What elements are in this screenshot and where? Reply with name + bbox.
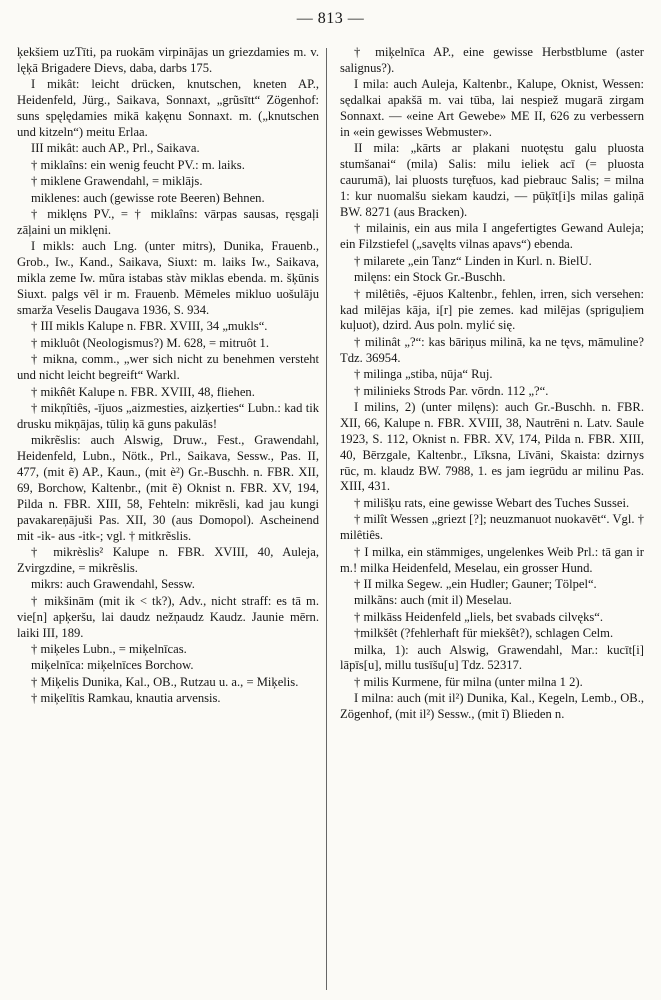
dictionary-entry: † milinieks Strods Par. vōrdn. 112 „?“. [354, 383, 549, 398]
dictionary-entry: † mikna, comm., „wer sich nicht zu benehmen versteht und nicht leicht begreift“ Warkl. [17, 352, 319, 383]
dictionary-entry: † mikšinām (mit ik < tk?), Adv., nicht straff: es tā m. vie[n] apķeršu, lai daudz nežņaudz Kaudz. Jaunie mērn. laiki III, 189. [17, 593, 319, 640]
left-column [17, 45, 319, 708]
dictionary-entry: † miķelītis Ramkau, knautia arvensis. [31, 691, 221, 706]
dictionary-entry: miķelnīca: miķelnīces Borchow. [31, 658, 194, 673]
dictionary-entry: † miklene Grawendahl, = miklājs. [31, 174, 203, 189]
dictionary-entry: †milkšêt (?fehlerhaft für miekšêt?), schlagen Celm. [354, 626, 614, 641]
dictionary-entry: † milainis, ein aus mila I angefertigtes Gewand Auleja; ein Filzstiefel („savęlts vilnas apavs“) ebenda. [340, 221, 644, 252]
dictionary-entry: † II milka Segew. „ein Hudler; Gauner; Tölpel“. [354, 576, 597, 591]
dictionary-entry: † mikn̂êt Kalupe n. FBR. XVIII, 48, fliehen. [31, 384, 255, 399]
dictionary-entry: † mikņîtiês, -ījuos „aizmesties, aizķerties“ Lubn.: kad tik drusku mikņājas, tūliņ kā guns pakulās! [17, 400, 319, 431]
right-column [340, 45, 644, 724]
dictionary-entry: † mikrèslis² Kalupe n. FBR. XVIII, 40, Auleja, Zvirgzdine, = mikrẽslis. [17, 545, 319, 575]
dictionary-entry: ķekšiem uzTīti, pa ruokām virpinājas un griezdamies m. v. lęķā Brigadere Dievs, daba, darbs 175. [17, 45, 319, 75]
dictionary-entry: † I milka, ein stämmiges, ungelenkes Weib Prl.: tā gan ir m.! milka Heidenfeld, Meselau, ein grosser Hund. [340, 544, 644, 575]
dictionary-entry: I mikât: leicht drücken, knutschen, kneten AP., Heidenfeld, Jürg., Saikava, Sonnaxt, „grũsītt“ Zögenhof: suns spęlędamies mikā kaķęnu Sonnaxt. m. („knutschen und kitzeln“) meitu Erlaa. [17, 77, 319, 140]
dictionary-entry: † miķelnīca AP., eine gewisse Herbstblume (aster salignus?). [340, 45, 644, 75]
dictionary-entry: II mila: „kārts ar plakani nuotęstu galu pluosta stumšanai“ (mila) Salis: milu ieliek acī (= pluosta caurumā), lai pluosts turę̃tuos, kad piebrauc Salis; = milna 1: kur nuomalšu siekam kaudzi, — pūķīt[i]s milas galiņā BW. 8271 (aus Bracken). [340, 141, 644, 220]
dictionary-entry: III mikât: auch AP., Prl., Saikava. [31, 141, 200, 156]
dictionary-entry: mikrẽslis: auch Alswig, Druw., Fest., Grawendahl, Heidenfeld, Lubn., Nötk., Prl., Saikava, Sessw., Pas. II, 477, (mit ẽ) AP., Kaun., (mit è²) Gr.-Buschh. n. FBR. XII, 69, Borchow, Kaltenbr., (mit ẽ) Oknist n. FBR. XV, 194, Pilda n. FBR. XIII, 58, Fehteln: mikrẽsli, kad jau kungi pavakareņājuši Pas. XII, 30 (aus Domopol). Ascheinend mit -ik- aus -itk-; vgl. † mitkrẽslis. [17, 433, 319, 543]
dictionary-entry: † milinga „stiba, nūja“ Ruj. [354, 367, 493, 382]
dictionary-entry: miklenes: auch (gewisse rote Beeren) Behnen. [31, 190, 265, 205]
dictionary-entry: I milna: auch (mit il²) Dunika, Kal., Kegeln, Lemb., OB., Zögenhof, (mit il²) Sessw., (mit ĩ) Blieden n. [340, 691, 644, 722]
column-divider [326, 48, 327, 990]
dictionary-entry: milkãns: auch (mit il) Meselau. [354, 593, 512, 608]
dictionary-entry: † milarete „ein Tanz“ Linden in Kurl. n. BielU. [354, 253, 592, 268]
dictionary-entry: † milît Wessen „griezt [?]; neuzmanuot nuokavēt“. Vgl. † milêtiês. [340, 512, 644, 543]
dictionary-entry: mikrs: auch Grawendahl, Sessw. [31, 577, 195, 592]
dictionary-entry: † milis Kurmene, für milna (unter milna 1 2). [354, 674, 583, 689]
dictionary-entry: † milêtiês, -ējuos Kaltenbr., fehlen, irren, sich versehen: kad milējas kāja, i[r] pie zemes. kad milējas (spriguļiem kuļuot), dzird. Aus poln. mylić się. [340, 286, 644, 333]
dictionary-entry: † milinât „?“: kas bāriņus milinā, ka ne tęvs, māmuline? Tdz. 36954. [340, 334, 644, 365]
dictionary-entry: † miklaîns: ein wenig feucht PV.: m. laiks. [31, 157, 245, 172]
dictionary-entry: I mikls: auch Lng. (unter mitrs), Dunika, Frauenb., Grob., Iw., Kand., Saikava, Siuxt: m. laiks Iw., Saikava, mikla zeme Iw. mũra istabas stàv miklas ebenda. m. šķūnis Siuxt. palgs vēl ir m. Frauenb. Mēmeles mikluo uošulāju smarža Veselis Daugava 1936, S. 934. [17, 239, 319, 317]
dictionary-entry: I mila: auch Auleja, Kaltenbr., Kalupe, Oknist, Wessen: sędalkai apakšā m. vai tūba, lai nespiež mugarā zirgam Sonnaxt. — «eine Art Gewebe» ME II, 626 zu verbessern in «ein gewisses Webmuster». [340, 77, 644, 140]
dictionary-entry: milka, 1): auch Alswig, Grawendahl, Mar.: kucīt[i] lāpīs[u], millu tusīšu[u] Tdz. 52317. [340, 642, 644, 673]
dictionary-entry: milęns: ein Stock Gr.-Buschh. [354, 270, 506, 285]
dictionary-entry: I milins, 2) (unter milęns): auch Gr.-Buschh. n. FBR. XII, 66, Kalupe n. FBR. XVIII, 38, Nautrēni n. Latv. Saule 1923, S. 112, Oknist n. FBR. XV, 174, Pilda n. FBR. XIII, 40, Bērzgale, Kaltenbr., Līksna, Līvāni, Skaista: dzirnys rūc, m. klaudz BW. 7988, 1. es jam iegrūdu ar milinu Pas. XIII, 431. [340, 399, 644, 494]
dictionary-entry: † milkāss Heidenfeld „liels, bet svabads cilvęks“. [354, 609, 604, 624]
dictionary-entry: † Miķelis Dunika, Kal., OB., Rutzau u. a., = Miķelis. [31, 674, 299, 689]
dictionary-entry: † III mikls Kalupe n. FBR. XVIII, 34 „mukls“. [31, 319, 268, 334]
dictionary-entry: † miķeles Lubn., = miķelnīcas. [31, 642, 187, 657]
dictionary-entry: † miklęns PV., = † miklaîns: vārpas sausas, ręsgaļi zāļaini un miklęni. [17, 207, 319, 237]
dictionary-entry: † milišķu rats, eine gewisse Webart des Tuches Sussei. [354, 495, 630, 510]
dictionary-entry: † mikluôt (Neologismus?) M. 628, = mitruôt 1. [31, 335, 269, 350]
page-number: — 813 — [296, 10, 365, 27]
